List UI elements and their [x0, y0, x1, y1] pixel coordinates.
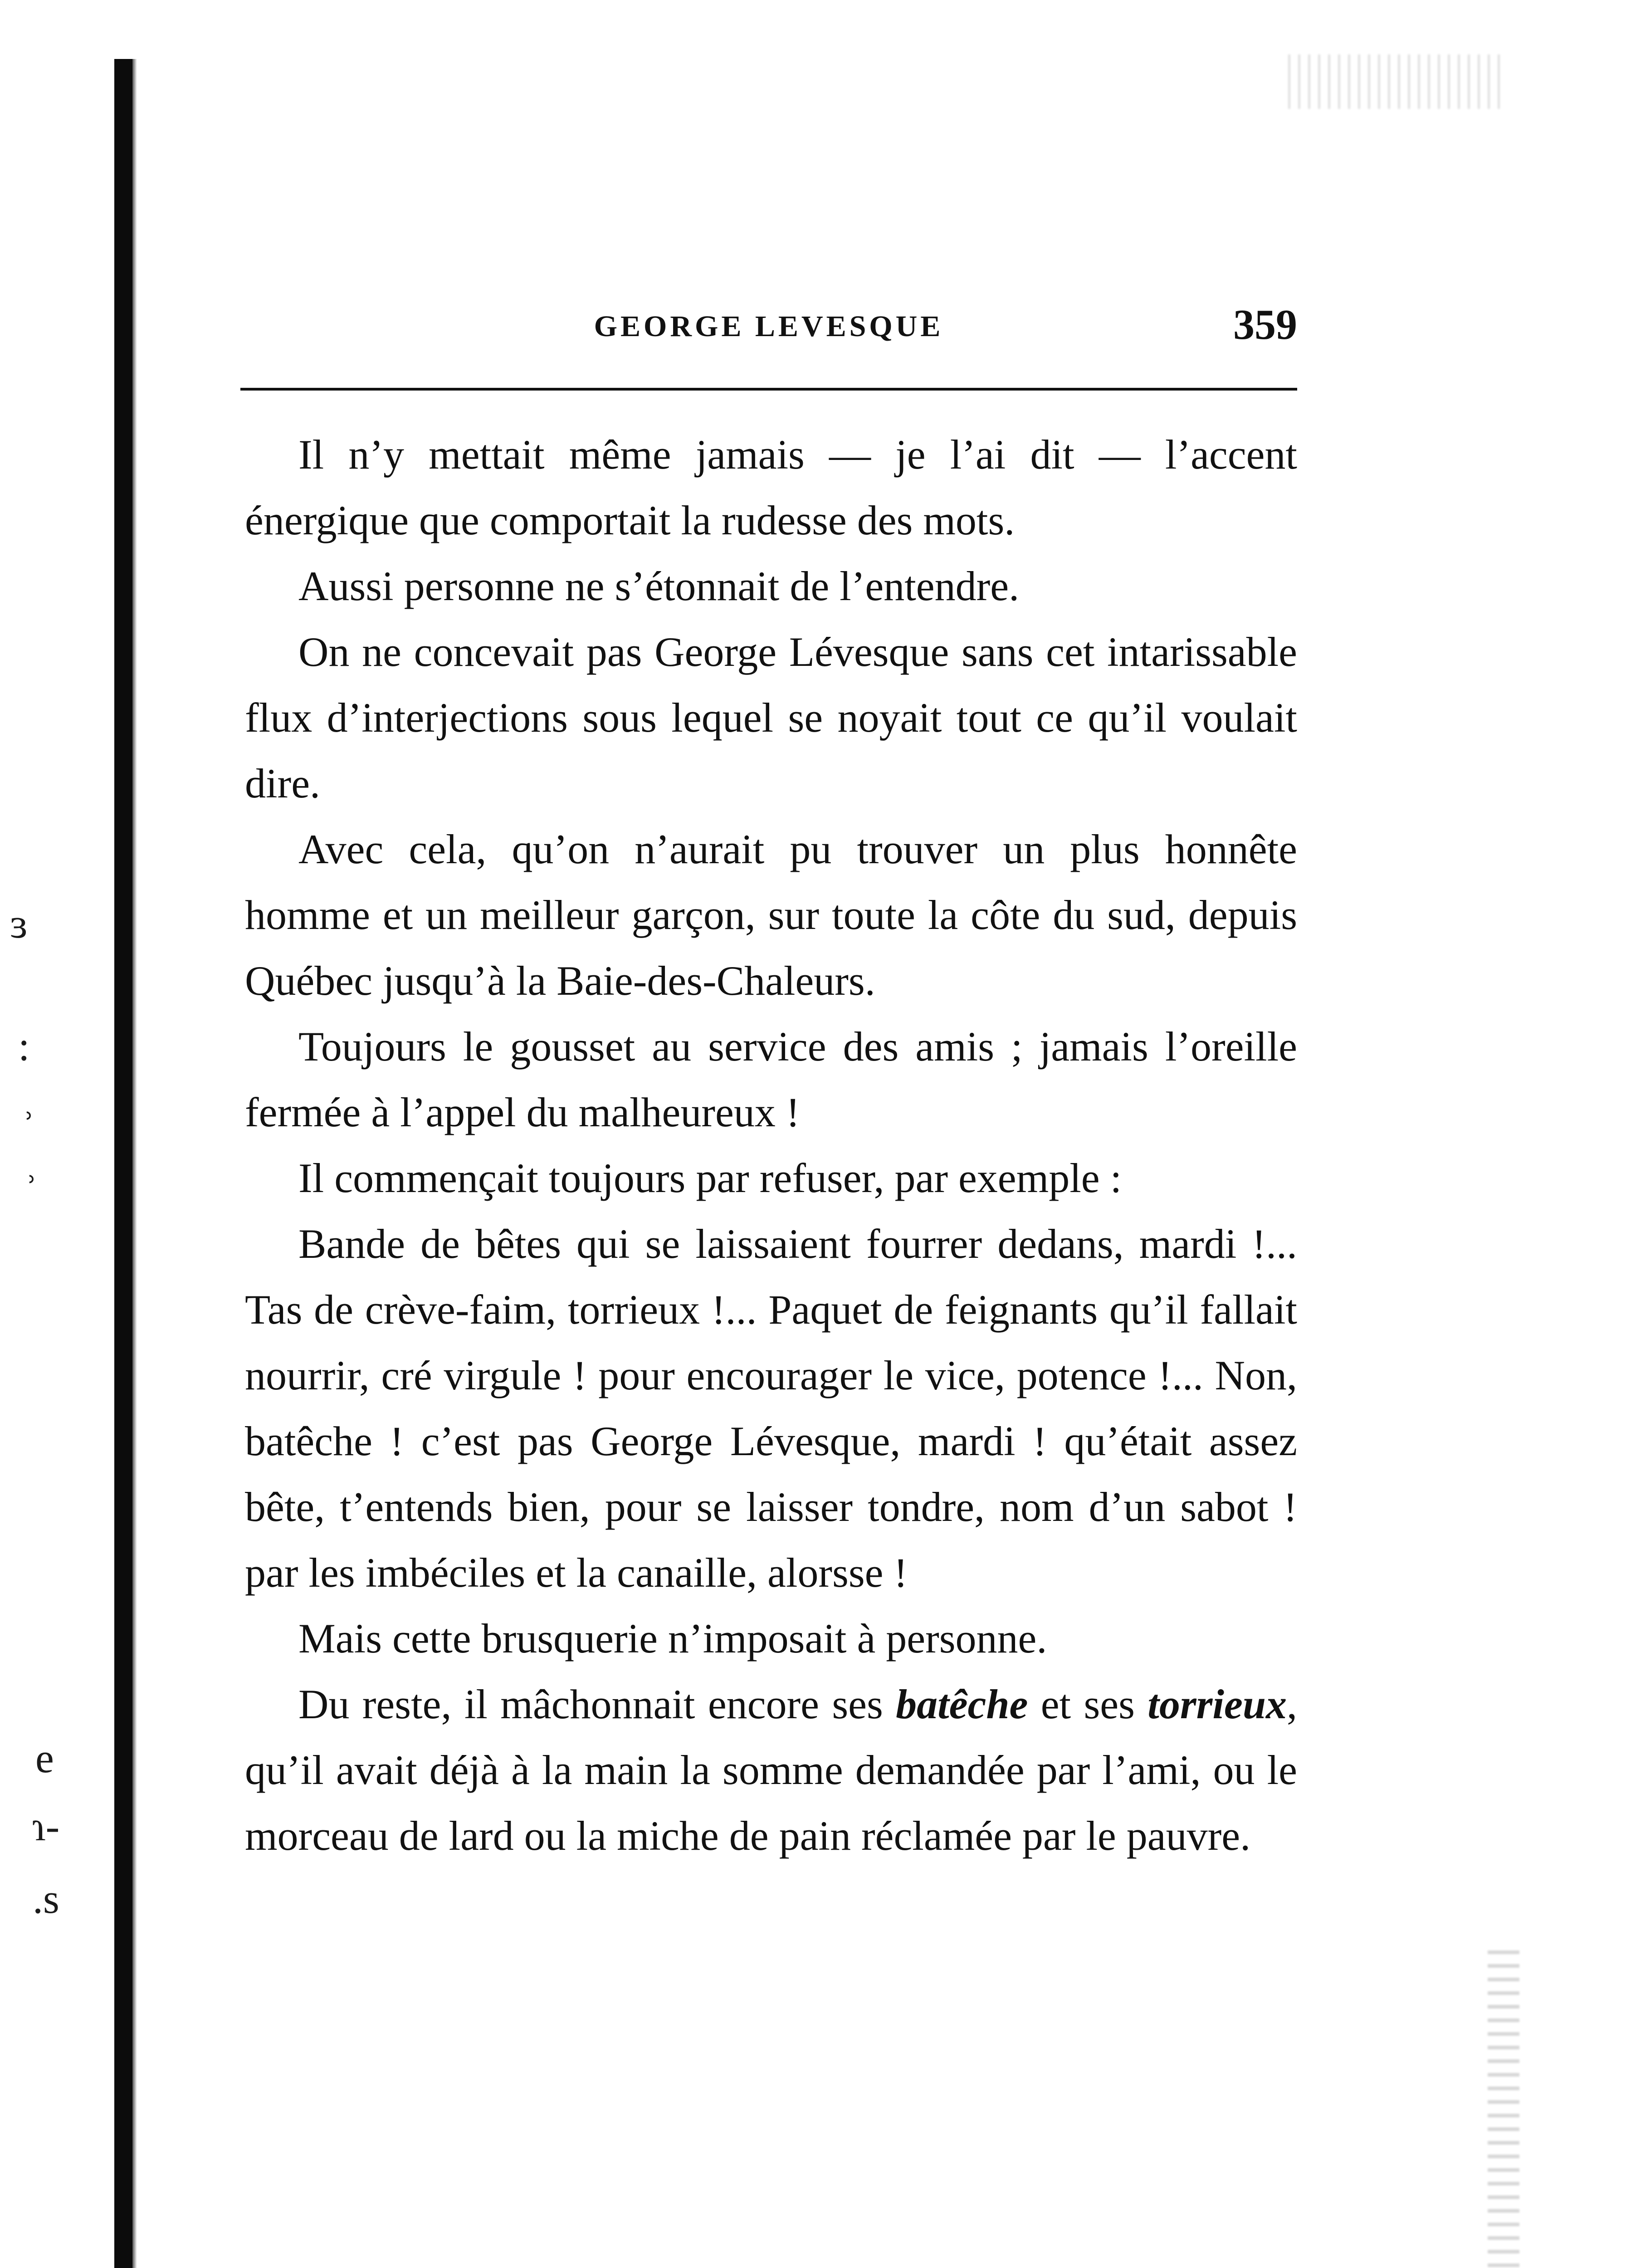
binding-shadow — [114, 59, 132, 2268]
body-text — [245, 422, 1297, 1869]
paragraph: Toujours le gousset au service des amis ; jamais l’oreille fermée à l’appel du malheureux ! — [245, 1023, 1297, 1135]
margin-fragment: ʾ — [24, 1168, 39, 1214]
paragraph — [245, 1672, 1297, 1869]
paragraph: Il commençait toujours par refuser, par exemple : — [298, 1155, 1122, 1201]
paragraph-text: et ses — [1028, 1681, 1148, 1727]
paragraph-text: Du reste, il mâchonnait encore ses — [298, 1681, 896, 1727]
emphasized-word: torrieux — [1148, 1681, 1287, 1727]
margin-fragment: : — [18, 1023, 30, 1069]
emphasized-word: batêche — [896, 1681, 1028, 1727]
running-title: GEORGE LEVESQUE — [594, 310, 944, 343]
margin-fragment: ɿ- — [32, 1803, 60, 1849]
header-rule — [240, 388, 1297, 391]
running-head — [240, 299, 1297, 354]
top-edge-scan-noise — [1288, 54, 1506, 109]
margin-fragment: ɜ — [10, 900, 28, 947]
margin-fragment: ʾ — [22, 1105, 36, 1151]
page-number: 359 — [1233, 301, 1297, 348]
right-edge-scan-noise — [1488, 1950, 1519, 2268]
paragraph: Bande de bêtes qui se laissaient fourrer dedans, mardi !... Tas de crève-faim, torrieux !... Paquet de feignants qu’il fallait nourrir, cré virgule ! pour encourager le vice, potence !... Non, batêche ! c’est pas George Lévesque, mardi ! qu’était assez bête, t’entends bien, pour se laisser tondre, nom d’un sabot ! par les imbéciles et la canaille, alorsse ! — [245, 1221, 1297, 1596]
facing-page-fragments — [0, 0, 109, 2268]
margin-fragment: .s — [33, 1876, 59, 1922]
paragraph: On ne concevait pas George Lévesque sans cet intarissable flux d’interjections sous lequel se noyait tout ce qu’il voulait dire. — [245, 629, 1297, 807]
margin-fragment: e — [35, 1735, 54, 1781]
paragraph-text: , qu’il avait déjà à la main la somme demandée par l’ami, ou le morceau de lard ou la miche de pain réclamée par le pauvre. — [245, 1681, 1297, 1859]
paragraph: Aussi personne ne s’étonnait de l’entendre. — [298, 563, 1020, 609]
paragraph: Il n’y mettait même jamais — je l’ai dit — l’accent énergique que comportait la rudesse des mots. — [245, 431, 1297, 543]
paragraph: Avec cela, qu’on n’aurait pu trouver un plus honnête homme et un meilleur garçon, sur toute la côte du sud, depuis Québec jusqu’à la Baie-des-Chaleurs. — [245, 826, 1297, 1004]
paragraph: Mais cette brusquerie n’imposait à personne. — [298, 1615, 1047, 1662]
